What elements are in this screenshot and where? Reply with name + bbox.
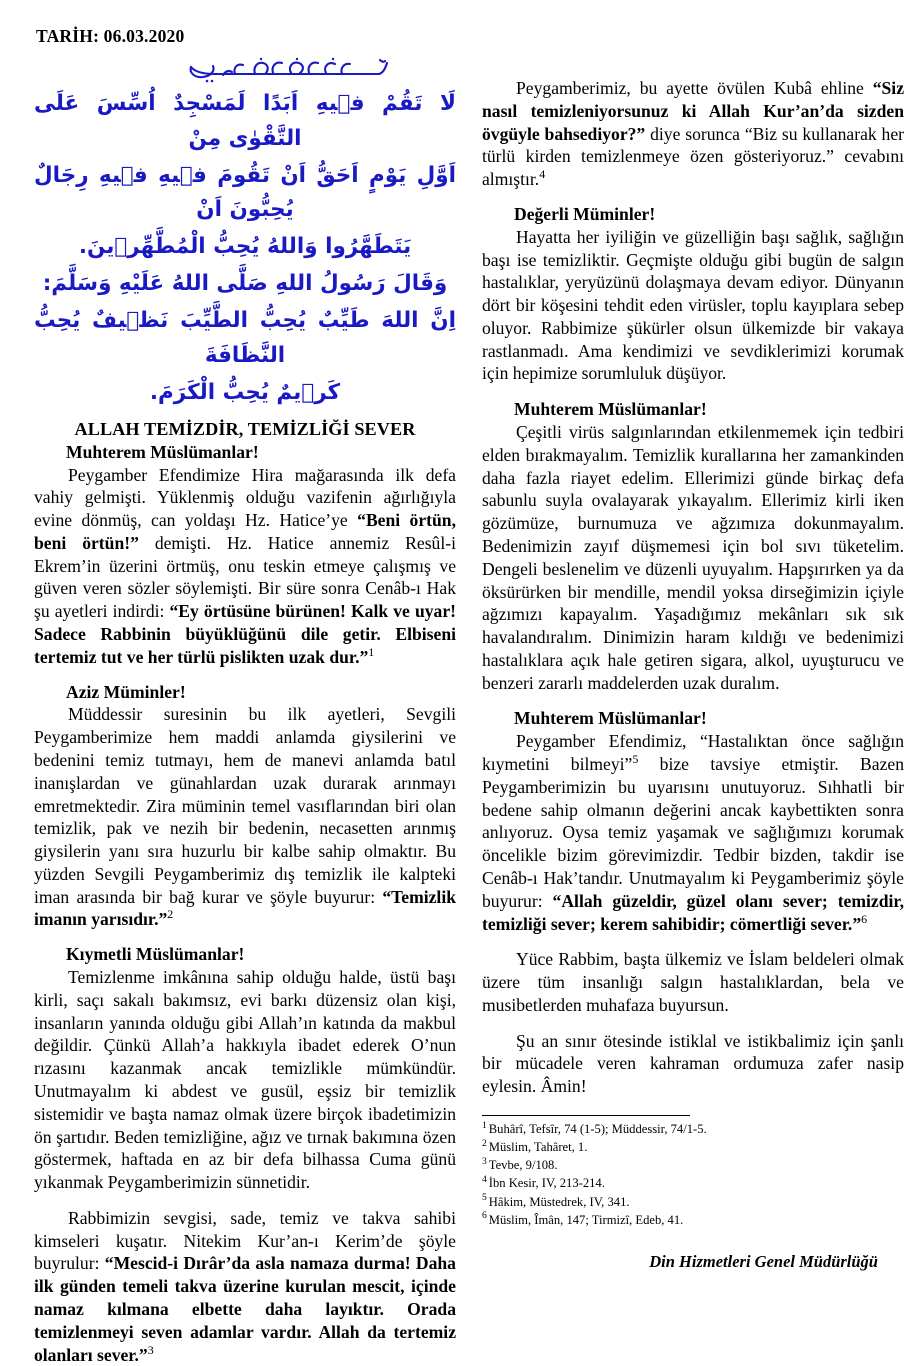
footnote-ref-4: 4 <box>539 167 546 182</box>
paragraph-3: Temizlenme imkânına sahip olduğu halde, üstü başı kirli, saçı sakalı bakımsız, evi barkı düzensiz olan kişi, insanların yanında olduğu gibi Allah’ın katında da makbul değildir. Çünkü Allah’a hakkıyla ibadet ederek O’nun rızasını kazanmak ancak temizlikle mümkündür. Unutmayalım ki abdest ve gusül, eşsiz bir temizlik sistemidir ve başta namaz olmak üzere birçok ibadetimizin ön şartıdır. Beden temizliğine, ağız ve tırnak bakımına özen göstermek, haftada en az bir defa bilhassa Cuma günü yıkanmak Peygamberimizin sünnetidir. <box>34 967 456 1193</box>
footnote-ref-5: 5 <box>632 752 639 767</box>
footnote-text: Hâkim, Müstedrek, IV, 341. <box>488 1194 630 1209</box>
par-2-quote: “Temizlik imanın yarısıdır.” <box>34 886 456 930</box>
footnote-number: 1 <box>482 1119 487 1131</box>
footnotes-section <box>482 1112 904 1229</box>
right-paragraph-4 <box>482 730 904 935</box>
right-paragraph-5: Yüce Rabbim, başta ülkemiz ve İslam beldeleri olmak üzere tüm insanlığı salgın hastalıklardan, bela ve musibetlerden muhafaza buyursun. <box>482 949 904 1015</box>
paragraph-4 <box>34 1207 456 1366</box>
par-1-text-a: Peygamber Efendimize Hira mağarasında ilk defa vahiy gelmişti. Yüklenmiş olduğu vazifenin ağırlığıyla evine dönmüş, can yoldaşı Hz. Hatice’ye <box>34 464 456 531</box>
heading-muhterem-muslumanlar-2: Muhterem Müslümanlar! <box>514 399 707 420</box>
par-1-text-b: demişti. Hz. Hatice annemiz Resûl-i Ekrem’in üzerini örtmüş, onu teskin etmeye çalışmış ve güven veren sözler söylemişti. Bir süre sonra Cenâb-ı Hak şu ayetleri indirdi: <box>34 532 456 622</box>
footnote-ref-3: 3 <box>147 1342 154 1357</box>
heading-muhterem-muslumanlar-3: Muhterem Müslümanlar! <box>514 708 707 729</box>
basmala-calligraphy <box>34 55 456 85</box>
heading-kiymetli-muslumanlar: Kıymetli Müslümanlar! <box>66 944 245 965</box>
footnote-number: 5 <box>482 1192 487 1204</box>
footnote-text: Tevbe, 9/108. <box>488 1158 558 1173</box>
footnote-item <box>482 1193 904 1211</box>
footnote-item <box>482 1138 904 1156</box>
rpar-4-text-a: Peygamber Efendimiz, “Hastalıktan önce sağlığın kıymetini bilmeyi” <box>482 731 904 775</box>
footnote-item <box>482 1120 904 1138</box>
date-label: TARİH: 06.03.2020 <box>36 26 185 46</box>
hadith-line-1: اِنَّ اللهَ طَيِّبٌ يُحِبُّ الطَّيِّبَ نَظٖيفٌ يُحِبُّ النَّظَافَةَ <box>34 307 456 368</box>
right-paragraph-1 <box>482 77 904 191</box>
quran-verse-line-1: لَا تَقُمْ فٖيهِ اَبَدًا لَمَسْجِدٌ اُسِّسَ عَلَى التَّقْوٰى مِنْ <box>34 91 456 151</box>
heading-degerli-muminler: Değerli Müminler! <box>514 203 656 224</box>
footnote-text: Müslim, Îmân, 147; Tirmizî, Edeb, 41. <box>488 1212 684 1227</box>
footnote-number: 4 <box>482 1174 487 1186</box>
left-column <box>34 51 456 1366</box>
signature-line: Din Hizmetleri Genel Müdürlüğü <box>649 1252 878 1271</box>
right-paragraph-6: Şu an sınır ötesinde istiklal ve istikbalimiz için şanlı bir mücadele veren kahraman ordumuza zafer nasip eylesin. Âmin! <box>482 1030 904 1097</box>
footnote-number: 3 <box>482 1156 487 1168</box>
footnote-ref-1: 1 <box>368 644 375 659</box>
rpar-4-text-b: bize tavsiye etmiştir. Bazen Peygamberimizin bu uyarısını unutuyoruz. Sıhhatli bir bedene sahip olmanın değerini ancak kaybettikten sonra anlıyoruz. Oysa temiz yaşamak ve sağlığımızı korumak öncelikle bizim görevimizdir. Tedbir bizden, takdir ise Cenâb-ı Hak’tandır. Unutmayalım ki Peygamberimiz şöyle buyurur: <box>482 754 904 911</box>
paragraph-2 <box>34 703 456 931</box>
par-1-quote-2: “Ey örtüsüne bürünen! Kalk ve uyar! Sadece Rabbinin büyüklüğünü dile getir. Elbiseni tertemiz tut ve her türlü pislikten uzak dur.” <box>34 601 456 667</box>
footnote-item <box>482 1174 904 1192</box>
footnote-text: Buhârî, Tefsîr, 74 (1-5); Müddessir, 74/1-5. <box>488 1122 707 1137</box>
right-column <box>482 51 904 1229</box>
right-paragraph-3: Çeşitli virüs salgınlarından etkilenmemek için tedbiri elden bırakmayalım. Temizlik kurallarına her zamankinden daha fazla riayet edelim. Ellerimizi günde birkaç defa sabunlu suyla ovalayarak yıkayalım. Ellerimiz kirli iken gözümüze, burnumuza ve ağzımıza dokunmayalım. Bedenimizin zayıf düşmemesi için bol sıvı tüketelim. Dengeli beslenelim ve düzenli uyuyalım. Hapşırırken ya da öksürürken bir mendille, mendil yoksa dirseğimizin içiyle ağzımızı kapayalım. Yaşadığımız mekânları sık sık havalandıralım. Dinimizin haram kıldığı ve bedenimizi hastalıklara açık hale getiren sigara, alkol, uyuşturucu ve benzeri zararlı maddelerden uzak duralım. <box>482 422 904 693</box>
rpar-1-quote-1: “Siz nasıl temizleniyorsunuz ki Allah Kur’an’da sizden övgüyle bahsediyor?” <box>482 78 904 144</box>
two-column-layout <box>34 51 905 1366</box>
paragraph-1 <box>34 464 456 669</box>
footnote-number: 6 <box>482 1210 487 1222</box>
rpar-1-text-a: Peygamberimiz, bu ayette övülen Kubâ ehline <box>516 78 873 98</box>
footnote-text: İbn Kesir, IV, 213-214. <box>488 1176 605 1191</box>
khutbah-title: ALLAH TEMİZDİR, TEMİZLİĞİ SEVER <box>74 419 416 440</box>
hadith-line-2: كَرٖيمٌ يُحِبُّ الْكَرَمَ. <box>149 379 341 405</box>
right-paragraph-2: Hayatta her iyiliğin ve güzelliğin başı sağlık, sağlığın başı ise temizliktir. Geçmişte olduğu gibi bugün de salgın hastalıklar, yeryüzünü dolaşmaya devam ediyor. Dünyanın dört bir köşesini tehdit eden virüsler, toplu kayıplara sebep oluyor. Rabbimize şükürler olsun ülkemizde bir vakaya rastlanmadı. Ama kendimizi ve sevdiklerimizi korumak için hepimize sorumluluk düşüyor. <box>482 226 904 384</box>
par-4-text-a: Rabbimizin sevgisi, sade, temiz ve takva sahibi kimseleri kuşatır. Nitekim Kur’an-ı Kerim’de şöyle buyrulur: <box>34 1207 456 1274</box>
footnote-item <box>482 1211 904 1229</box>
quran-verse-line-3: يَتَطَهَّرُوا وَاللهُ يُحِبُّ الْمُطَّهِّرٖينَ. <box>78 234 412 260</box>
footnote-text: Müslim, Tahâret, 1. <box>488 1140 588 1155</box>
footnote-item <box>482 1156 904 1174</box>
heading-muhterem-muslumanlar-1: Muhterem Müslümanlar! <box>66 441 259 462</box>
footnote-separator-rule <box>482 1115 690 1116</box>
par-2-text-a: Müddessir suresinin bu ilk ayetleri, Sevgili Peygamberimize hem maddi anlamda giysilerini ve bedenini temiz tutmayı, hem de manevi anlamda batıl inanışlardan ve günahlardan uzak durarak arınmayı emretmektedir. Zira müminin temel vasıflarından biri olan temizlik, pak ve nezih bir bedenin, necasetten arınmış giysilerin yanı sıra huzurlu bir kalbe sahip olmaktır. Bu yüzden Sevgili Peygamberimiz dış temizlik ile kalpteki iman arasında bir bağ kurar ve şöyle buyurur: <box>34 704 456 907</box>
rpar-1-text-b: diye sorunca “Biz su kullanarak her türlü kirden temizlenmeye özen gösteriyoruz.” cevabını almıştır. <box>482 123 905 190</box>
par-1-quote-1: “Beni örtün, beni örtün!” <box>34 510 456 553</box>
par-4-quote: “Mescid-i Dırâr’da asla namaza durma! Daha ilk günden temeli takva üzerine kurulan mescit, içinde namaz kılmana elbette daha layıktır. Orada temizlenmeyi seven adamlar vardır. Allah da tertemiz olanları sever.” <box>34 1253 456 1365</box>
footnote-ref-2: 2 <box>167 907 174 922</box>
footnote-number: 2 <box>482 1137 487 1149</box>
rpar-4-quote: “Allah güzeldir, güzel olanı sever; temizdir, temizliği sever; kerem sahibidir; cömertliği sever.” <box>482 890 904 934</box>
quran-verse-line-2: اَوَّلِ يَوْمٍ اَحَقُّ اَنْ تَقُومَ فٖيهِ فٖيهِ رِجَالٌ يُحِبُّونَ اَنْ <box>34 162 456 223</box>
footnote-ref-6: 6 <box>861 911 868 926</box>
heading-aziz-muminler: Aziz Müminler! <box>66 681 186 702</box>
hadith-intro-line: وَقَالَ رَسُولُ اللهِ صَلَّى اللهُ عَلَيْهِ وَسَلَّمَ: <box>42 271 448 297</box>
basmala-icon <box>95 55 395 85</box>
